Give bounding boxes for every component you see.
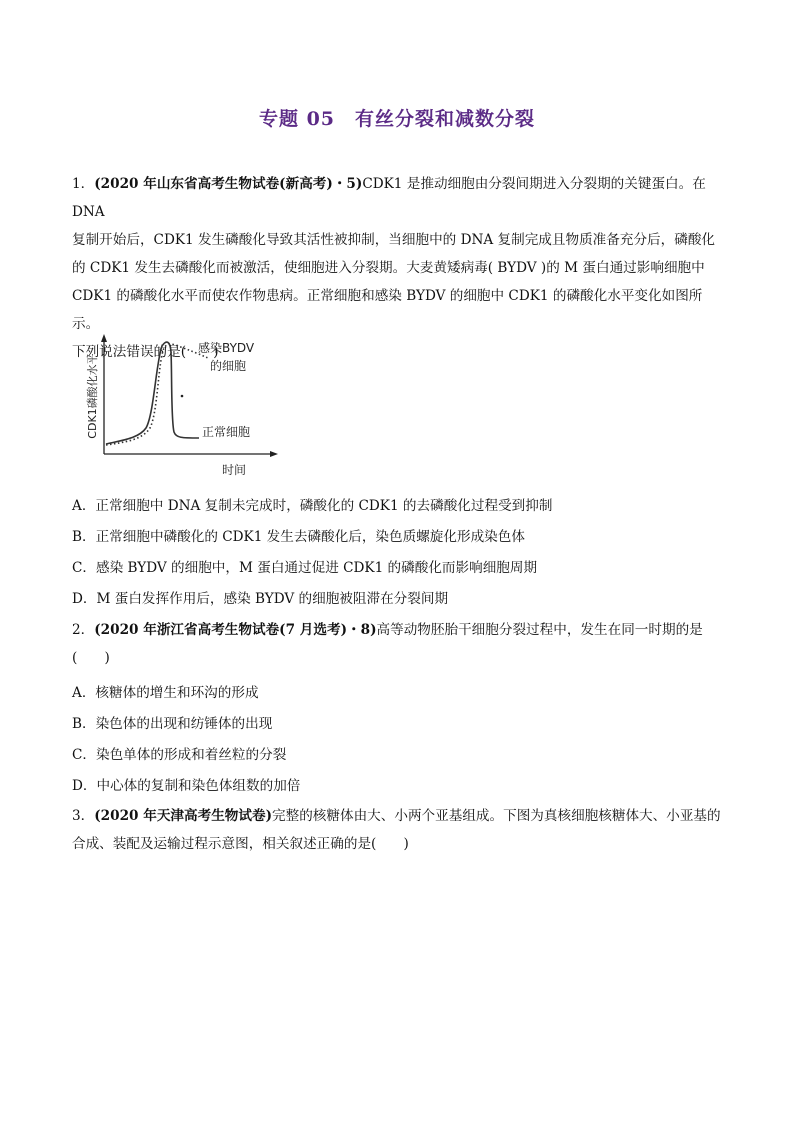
figure-dot	[181, 395, 184, 398]
question-1-option-d: D．M 蛋白发挥作用后，感染 BYDV 的细胞被阻滞在分裂间期	[72, 591, 449, 607]
question-1-option-b: B．正常细胞中磷酸化的 CDK1 发生去磷酸化后，染色质螺旋化形成染色体	[72, 529, 525, 545]
question-2-option-b: B．染色体的出现和纺锤体的出现	[72, 716, 273, 732]
question-2-text: 高等动物胚胎干细胞分裂过程中，发生在同一时期的是	[376, 622, 703, 638]
question-1-line-2: 复制开始后，CDK1 发生磷酸化导致其活性被抑制，当细胞中的 DNA 复制完成且物质准备充分后，磷酸化	[72, 232, 716, 248]
question-2-blank: ( )	[72, 650, 110, 666]
question-2-option-d: D．中心体的复制和染色体组数的加倍	[72, 778, 301, 794]
question-2-stem	[72, 616, 728, 672]
question-2-option-a: A．核糖体的增生和环沟的形成	[72, 685, 259, 701]
question-3-source: (2020 年天津高考生物试卷)	[94, 808, 273, 824]
question-3-stem	[72, 802, 728, 858]
figure-x-label: 时间	[222, 463, 247, 477]
question-1-text-1: CDK1 是推动细胞由分裂间期进入分裂期的关键蛋白。在 DNA	[72, 176, 706, 220]
normal-cell-curve	[106, 342, 199, 444]
label-normal-cell: 正常细胞	[202, 425, 251, 439]
question-1-line-5: 下列说法错误的是( )	[72, 344, 219, 360]
question-1-line-4: CDK1 的磷酸化水平而使农作物患病。正常细胞和感染 BYDV 的细胞中 CDK1 的磷酸化水平变化如图所示。	[72, 288, 703, 332]
question-1-line-3: 的 CDK1 发生去磷酸化而被激活，使细胞进入分裂期。大麦黄矮病毒( BYDV )的 M 蛋白通过影响细胞中	[72, 260, 705, 276]
y-axis-arrow	[101, 334, 107, 342]
question-2-number: 2．	[72, 622, 95, 638]
question-1-number: 1．	[72, 176, 95, 192]
figure-y-label: CDK1磷酸化水平	[86, 353, 99, 439]
question-3-text-1: 完整的核糖体由大、小两个亚基组成。下图为真核细胞核糖体大、小亚基的	[272, 808, 721, 824]
question-1-option-c: C．感染 BYDV 的细胞中，M 蛋白通过促进 CDK1 的磷酸化而影响细胞周期	[72, 560, 538, 576]
question-1-line-1	[72, 170, 728, 226]
question-2-source: (2020 年浙江省高考生物试卷(7 月选考)・8)	[94, 622, 377, 638]
infected-cell-curve	[106, 344, 208, 445]
question-1-source: (2020 年山东省高考生物试卷(新高考)・5)	[94, 176, 363, 192]
question-1-option-a: A．正常细胞中 DNA 复制未完成时，磷酸化的 CDK1 的去磷酸化过程受到抑制	[72, 498, 553, 514]
question-3-line-2: 合成、装配及运输过程示意图，相关叙述正确的是( )	[72, 836, 409, 852]
x-axis-arrow	[270, 451, 278, 457]
page-title: 专题 05 有丝分裂和减数分裂	[258, 108, 536, 130]
question-2-line-1	[72, 616, 728, 644]
question-3-line-1	[72, 802, 728, 830]
label-infected-line-2: 的细胞	[210, 359, 247, 373]
question-2-option-c: C．染色单体的形成和着丝粒的分裂	[72, 747, 287, 763]
question-3-number: 3．	[72, 808, 95, 824]
label-infected-line-1: 感染BYDV	[198, 341, 255, 355]
cdk1-phosphorylation-figure	[84, 332, 284, 482]
